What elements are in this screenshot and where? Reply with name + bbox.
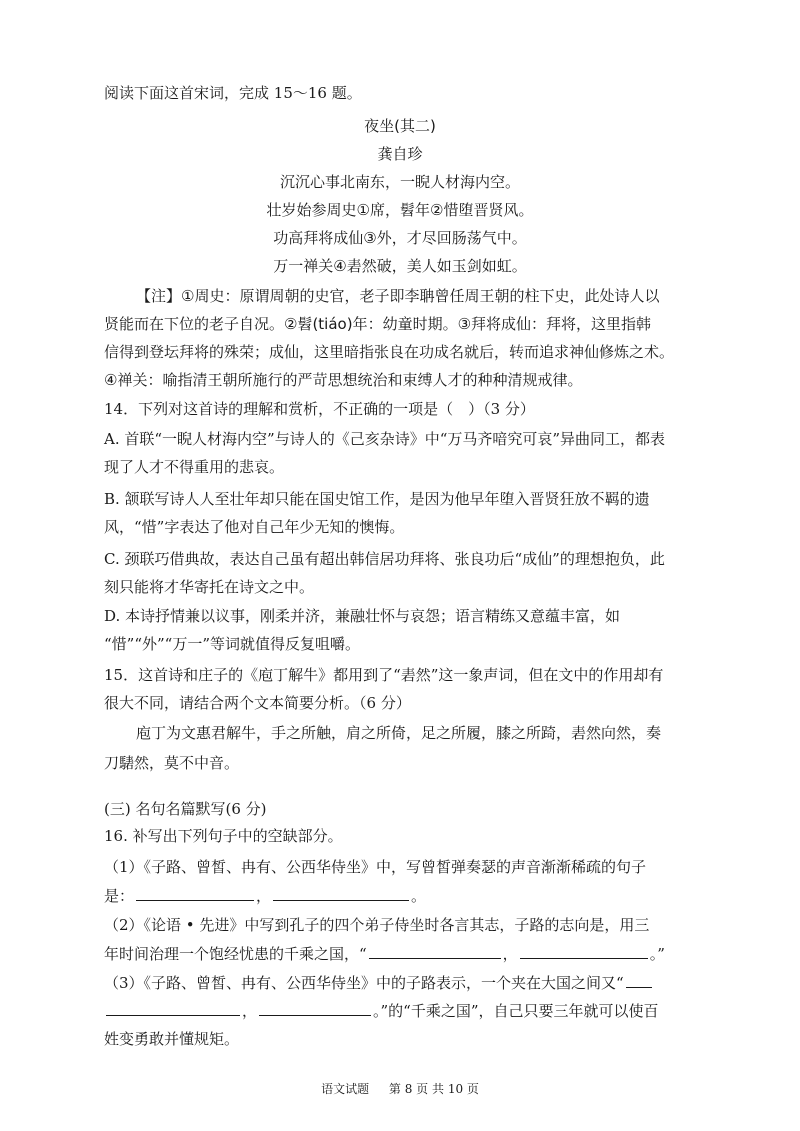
poem-note-line-2: 贤能而在下位的老子自况。②髫(tiáo)年：幼童时期。③拜将成仙：拜将，这里指韩	[104, 315, 652, 333]
poem-author: 龚自珍	[377, 145, 423, 163]
question-16-stem: 16. 补写出下列句子中的空缺部分。	[104, 827, 343, 845]
item-3-line-3: 姓变勇敢并懂规矩。	[104, 1030, 240, 1048]
poem-note-line-1: 【注】①周史：原谓周朝的史官，老子即李聃曾任周王朝的柱下史，此处诗人以	[136, 287, 660, 305]
section-heading: (三) 名句名篇默写(6 分)	[104, 800, 267, 818]
answer-blank-1a[interactable]	[136, 885, 254, 901]
answer-blank-2a[interactable]	[369, 943, 501, 959]
item-2-prefix: 年时间治理一个饱经忧患的千乘之国，“	[104, 945, 367, 963]
item-3-text: （3）《子路、曾皙、冉有、公西华侍坐》中的子路表示，一个夹在大国之间又“	[104, 974, 624, 992]
poem-line-2: 壮岁始参周史①席，髫年②惜堕晋贤风。	[266, 201, 534, 219]
excerpt-line-1: 庖丁为文惠君解牛，手之所触，肩之所倚，足之所履，膝之所踦，砉然向然，奏	[136, 724, 662, 742]
item-2-line-2	[104, 943, 704, 965]
question-15-stem-line-1: 15．这首诗和庄子的《庖丁解牛》都用到了“砉然”这一象声词，但在文中的作用却有	[104, 666, 664, 684]
item-3-middle: 。”的“千乘之国”，自己只要三年就可以使百	[373, 1002, 659, 1020]
question-14-stem: 14．下列对这首诗的理解和赏析，不正确的一项是（ ）（3 分）	[104, 400, 535, 418]
reading-instruction: 阅读下面这首宋词，完成 15～16 题。	[104, 84, 362, 102]
poem-line-3: 功高拜将成仙③外，才尽回肠荡气中。	[273, 229, 527, 247]
option-d-line-2: “惜”“外”“万一”等词就值得反复咀嚼。	[104, 635, 361, 653]
option-c-line-2: 刻只能将才华寄托在诗文之中。	[104, 578, 315, 596]
item-1-line-1: （1）《子路、曾皙、冉有、公西华侍坐》中，写曾皙弹奏瑟的声音渐渐稀疏的句子	[104, 858, 647, 876]
option-a-line-2: 现了人才不得重用的悲哀。	[104, 458, 285, 476]
answer-blank-3b[interactable]	[259, 1000, 371, 1016]
item-3-separator: ，	[242, 1002, 258, 1020]
item-2-separator: ，	[502, 945, 518, 963]
answer-blank-1b[interactable]	[273, 885, 409, 901]
option-b-line-1: B. 颔联写诗人人至壮年却只能在国史馆工作，是因为他早年堕入晋贤狂放不羁的遗	[104, 490, 650, 508]
answer-blank-3a[interactable]	[106, 1000, 240, 1016]
page-footer	[0, 1080, 800, 1098]
option-c-line-1: C. 颈联巧借典故，表达自己虽有超出韩信居功拜将、张良功后“成仙”的理想抱负，此	[104, 550, 665, 568]
item-2-end: 。”	[649, 945, 665, 963]
item-1-prefix: 是：	[104, 887, 135, 905]
item-3-line-2	[104, 1000, 704, 1022]
poem-note-line-3: 信得到登坛拜将的殊荣；成仙，这里暗指张良在功成名就后，转而追求神仙修炼之术。	[104, 343, 675, 361]
item-1-separator: ，	[256, 887, 272, 905]
excerpt-line-2: 刀騞然，莫不中音。	[104, 754, 240, 772]
item-3-line-1	[104, 972, 704, 994]
option-b-line-2: 风，“惜”字表达了他对自己年少无知的懊悔。	[104, 518, 405, 536]
option-d-line-1: D. 本诗抒情兼以议事，刚柔并济，兼融壮怀与哀怨；语言精练又意蕴丰富，如	[104, 607, 621, 625]
option-a-line-1: A. 首联“一睨人材海内空”与诗人的《己亥杂诗》中“万马齐喑究可哀”异曲同工，都表	[104, 430, 666, 448]
footer-subject: 语文试题	[321, 1082, 370, 1096]
question-15-stem-line-2: 很大不同，请结合两个文本简要分析。（6 分）	[104, 694, 411, 712]
poem-title: 夜坐(其二)	[364, 117, 436, 135]
item-1-line-2	[104, 885, 704, 907]
answer-blank-3a-start[interactable]	[626, 972, 652, 988]
item-2-line-1: （2）《论语 • 先进》中写到孔子的四个弟子侍坐时各言其志，子路的志向是，用三	[104, 916, 650, 934]
poem-note-line-4: ④禅关：喻指清王朝所施行的严苛思想统治和束缚人才的种种清规戒律。	[104, 371, 583, 389]
poem-line-1: 沉沉心事北南东，一睨人材海内空。	[279, 173, 520, 191]
answer-blank-2b[interactable]	[520, 943, 648, 959]
item-1-end: 。	[411, 887, 427, 905]
poem-line-4: 万一禅关④砉然破，美人如玉剑如虹。	[273, 257, 527, 275]
footer-page-number: 第 8 页 共 10 页	[388, 1082, 479, 1096]
